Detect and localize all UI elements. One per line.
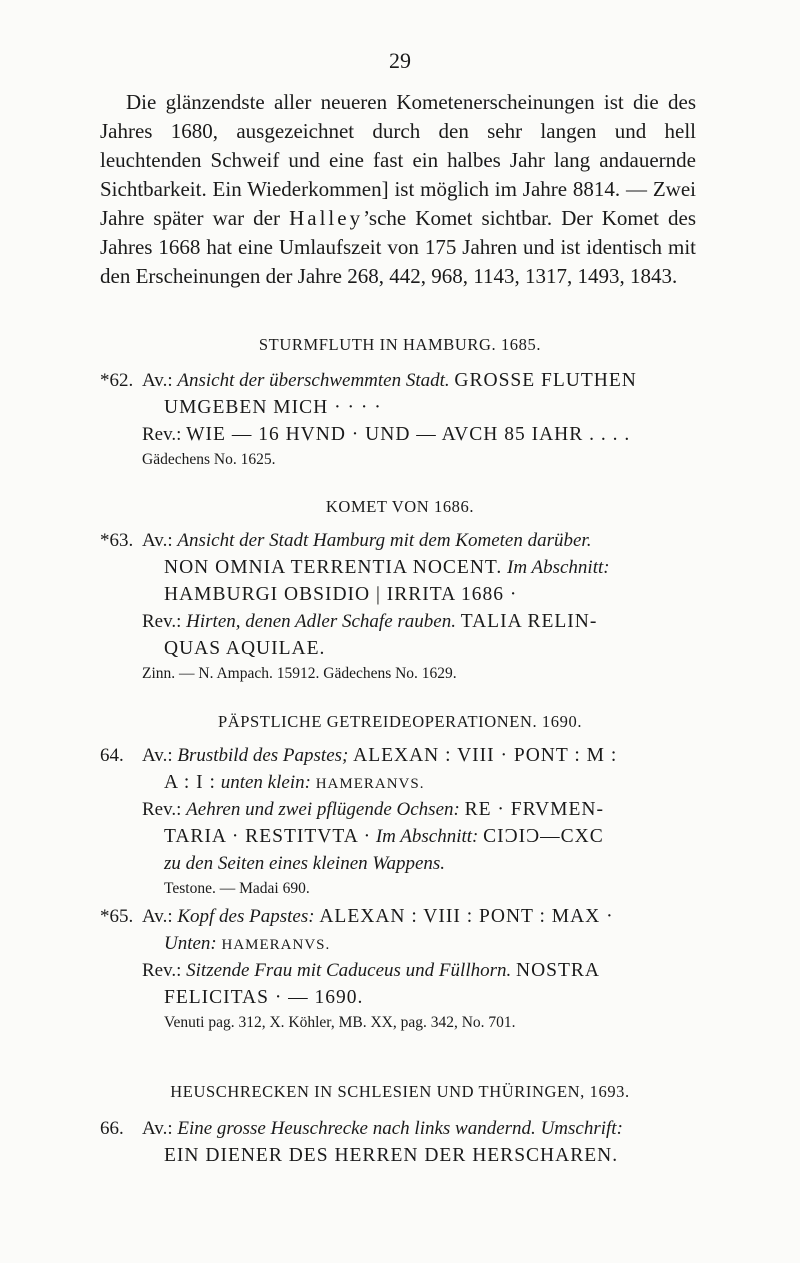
entry-reference-line bbox=[100, 1014, 700, 1038]
rev-description: Hirten, denen Adler Schafe rauben. bbox=[186, 611, 456, 632]
entry-line bbox=[100, 960, 700, 987]
section-heading-komet: KOMET VON 1686. bbox=[325, 497, 475, 516]
entry-line bbox=[100, 1145, 700, 1172]
av-label: Av.: bbox=[142, 370, 173, 391]
entry-line bbox=[100, 370, 700, 397]
entry-line bbox=[100, 826, 700, 853]
rev-label: Rev.: bbox=[142, 799, 182, 820]
section-heading-getreide: PÄPSTLICHE GETREIDEOPERATIONEN. 1690. bbox=[217, 712, 583, 731]
rev-date: CIƆIƆ—CXC bbox=[483, 826, 604, 847]
entry-line bbox=[100, 906, 700, 933]
rev-inscription: NOSTRA bbox=[516, 960, 601, 981]
rev-inscription-cont: TARIA · RESTITVTA · bbox=[164, 826, 372, 847]
entry-line bbox=[100, 1118, 700, 1145]
entry-number: 64. bbox=[100, 745, 124, 766]
entry-number: *62. bbox=[100, 370, 134, 391]
av-description: Brustbild des Papstes; bbox=[177, 745, 349, 766]
rev-label: Rev.: bbox=[142, 960, 182, 981]
av-inscription: EIN DIENER DES HERREN DER HERSCHAREN. bbox=[164, 1145, 619, 1166]
av-description: Ansicht der Stadt Hamburg mit dem Kometen darüber. bbox=[177, 530, 592, 551]
rev-inscription: WIE — 16 HVND · UND — AVCH 85 IAHR . . . . bbox=[186, 424, 631, 445]
entry-line bbox=[100, 397, 700, 424]
umschrift-label: Umschrift: bbox=[540, 1118, 623, 1139]
av-inscription: NON OMNIA TERRENTIA NOCENT. bbox=[164, 557, 503, 578]
rev-inscription-cont: QUAS AQUILAE. bbox=[164, 638, 326, 659]
engraver-name: HAMERANVS. bbox=[221, 937, 331, 953]
entry-line bbox=[100, 638, 700, 665]
abschnitt-label: Im Abschnitt: bbox=[375, 826, 479, 847]
entry-line bbox=[100, 933, 700, 960]
entry-reference: Testone. — Madai 690. bbox=[164, 880, 310, 897]
catalog-entry-64 bbox=[100, 745, 700, 904]
rev-inscription: TALIA RELIN- bbox=[460, 611, 598, 632]
rev-description-cont: zu den Seiten eines kleinen Wappens. bbox=[164, 853, 446, 874]
catalog-entry-63 bbox=[100, 530, 700, 689]
entry-number: *65. bbox=[100, 906, 134, 927]
entry-line bbox=[100, 987, 700, 1014]
rev-inscription: RE · FRVMEN- bbox=[464, 799, 604, 820]
rev-label: Rev.: bbox=[142, 611, 182, 632]
entry-line bbox=[100, 424, 700, 451]
intro-text-2: ’sche Komet sichtbar. Der Komet des Jahres 1668 hat eine Umlaufszeit von 175 Jahren und ist identisch mit den Erscheinungen der Jahre 268, 442, 968, 1143, 1317, 1493, 1843. bbox=[100, 206, 697, 288]
abschnitt-label: Im Abschnitt: bbox=[507, 557, 610, 578]
entry-reference-line bbox=[100, 880, 700, 904]
rev-label: Rev.: bbox=[142, 424, 182, 445]
entry-line bbox=[100, 584, 700, 611]
entry-line bbox=[100, 799, 700, 826]
unten-label: unten klein: bbox=[220, 772, 311, 793]
av-description: Kopf des Papstes: bbox=[177, 906, 315, 927]
section-heading-sturmfluth: STURMFLUTH IN HAMBURG. 1685. bbox=[258, 335, 542, 354]
halley-name: Halley bbox=[289, 206, 364, 230]
catalog-entry-65 bbox=[100, 906, 700, 1038]
page-number: 29 bbox=[389, 48, 411, 73]
av-inscription: ALEXAN : VIII : PONT : MAX · bbox=[319, 906, 614, 927]
av-label: Av.: bbox=[142, 745, 173, 766]
av-inscription-cont: UMGEBEN MICH · · · · bbox=[164, 397, 382, 418]
entry-reference: Gädechens No. 1625. bbox=[142, 451, 276, 468]
av-inscription: GROSSE FLUTHEN bbox=[454, 370, 637, 391]
av-inscription-cont: A : I : bbox=[164, 772, 216, 793]
entry-reference: Venuti pag. 312, X. Köhler, MB. XX, pag. 342, No. 701. bbox=[164, 1014, 516, 1031]
entry-reference-line bbox=[100, 451, 700, 475]
entry-line bbox=[100, 557, 700, 584]
entry-line bbox=[100, 745, 700, 772]
av-inscription: ALEXAN : VIII · PONT : M : bbox=[353, 745, 618, 766]
intro-paragraph bbox=[100, 88, 696, 291]
av-label: Av.: bbox=[142, 1118, 173, 1139]
rev-description: Sitzende Frau mit Caduceus und Füllhorn. bbox=[186, 960, 512, 981]
engraver-name: HAMERANVS. bbox=[315, 776, 425, 792]
unten-label: Unten: bbox=[164, 933, 217, 954]
entry-line bbox=[100, 772, 700, 799]
av-label: Av.: bbox=[142, 530, 173, 551]
av-description: Eine grosse Heuschrecke nach links wandernd. bbox=[177, 1118, 536, 1139]
entry-line bbox=[100, 853, 700, 880]
entry-number: *63. bbox=[100, 530, 134, 551]
rev-inscription-cont: FELICITAS · — 1690. bbox=[164, 987, 364, 1008]
av-inscription-abschnitt: HAMBURGI OBSIDIO | IRRITA 1686 · bbox=[164, 584, 518, 605]
rev-description: Aehren und zwei pflügende Ochsen: bbox=[186, 799, 460, 820]
section-heading-heuschrecken: HEUSCHRECKEN IN SCHLESIEN UND THÜRINGEN, 1693. bbox=[170, 1082, 630, 1101]
entry-reference: Zinn. — N. Ampach. 15912. Gädechens No. 1629. bbox=[142, 665, 457, 682]
av-label: Av.: bbox=[142, 906, 173, 927]
av-description: Ansicht der überschwemmten Stadt. bbox=[177, 370, 450, 391]
catalog-entry-66 bbox=[100, 1118, 700, 1172]
entry-reference-line bbox=[100, 665, 700, 689]
entry-number: 66. bbox=[100, 1118, 124, 1139]
entry-line bbox=[100, 530, 700, 557]
catalog-entry-62 bbox=[100, 370, 700, 475]
entry-line bbox=[100, 611, 700, 638]
intro-text-1: Die glänzendste aller neueren Kometenerscheinungen ist die des Jahres 1680, ausgezeichnet durch den sehr langen und hell leuchtenden Schweif und eine fast ein halbes Jahr lang andauernde Sichtbarkeit. Ein Wiederkommen] ist möglich im Jahre 8814. — Zwei Jahre später war der bbox=[100, 90, 696, 230]
